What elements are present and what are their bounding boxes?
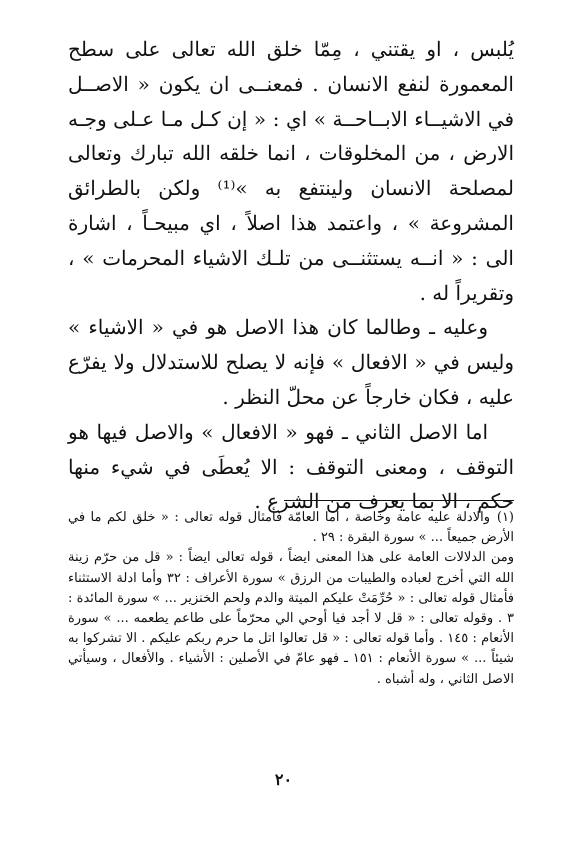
paragraph-2: وعليه ـ وطالما كان هذا الاصل هو في « الاشياء » وليس في « الافعال » فإنه لا يصلح للاستدلال ولا يفرّع عليه ، فكان خارجاً عن محلّ النظر . bbox=[68, 315, 514, 409]
footnote-1-text: والادلة عليه عامة وخاصة ، اما العامّة فأمثال قوله تعالى : « خلق لكم ما في الأرض جميعاً ... » سورة البقرة : ٢٩ . bbox=[68, 510, 514, 546]
footnote-1 bbox=[68, 508, 514, 548]
paragraph-3: اما الاصل الثاني ـ فهو « الافعال » والاصل فيها هو التوقف ، ومعنى التوقف : الا يُعطَى في شيء منها حكم ، الا بما يعرف من الشرع . bbox=[68, 419, 514, 514]
footnote-marker: (١) bbox=[496, 510, 514, 525]
footnote-1-continued: ومن الدلالات العامة على هذا المعنى ايضاً ، قوله تعالى ايضاً : « قل من حرّم زينة الله التي أخرج لعباده والطيبات من الرزق » سورة الأعراف : ٣٢ وأما ادلة الاستثناء فأمثال قوله تعالى : « حُرِّمَتْ عليكم الميتة والدم ولحم الخنزير ... » سورة المائدة : ٣ . وقوله تعالى : « قل لا أجد فيا أوحي الي محرّماً على طاعم يطعمه ... » سورة الأنعام : ١٤٥ . وأما قوله تعالى : « قل تعالوا اتل ما حرم ربكم عليكم . الا تشركوا به شيئاً ... » سورة الأنعام : ١٥١ ـ فهو عامّ في الأصلين : الأشياء . والأفعال ، وسيأتي الاصل الثاني ، وله أشباه . bbox=[68, 550, 514, 687]
main-text-block bbox=[68, 32, 514, 519]
footnotes-block bbox=[68, 508, 514, 690]
footnote-divider bbox=[284, 500, 514, 501]
paragraph-1: يُلبس ، او يقتني ، مِمّا خلق الله تعالى على سطح المعمورة لنفع الانسان . فمعنــى ان يكون « الاصــل في الاشيــاء الابــاحــة » اي : « إن كـل مـا عـلى وجـه الارض ، من المخلوقات ، انما خلقه الله تبارك وتعالى لمصلحة الانسان ولينتفع به »⁽¹⁾ ولكن بالطرائق المشروعة » ، واعتمد هذا اصلاً ، اي مبيحـاً ، اشارة الى : « انــه يستثنــى من تلـك الاشياء المحرمات » ، وتقريراً له . bbox=[68, 37, 515, 305]
page-number: ٢٠ bbox=[274, 770, 293, 789]
